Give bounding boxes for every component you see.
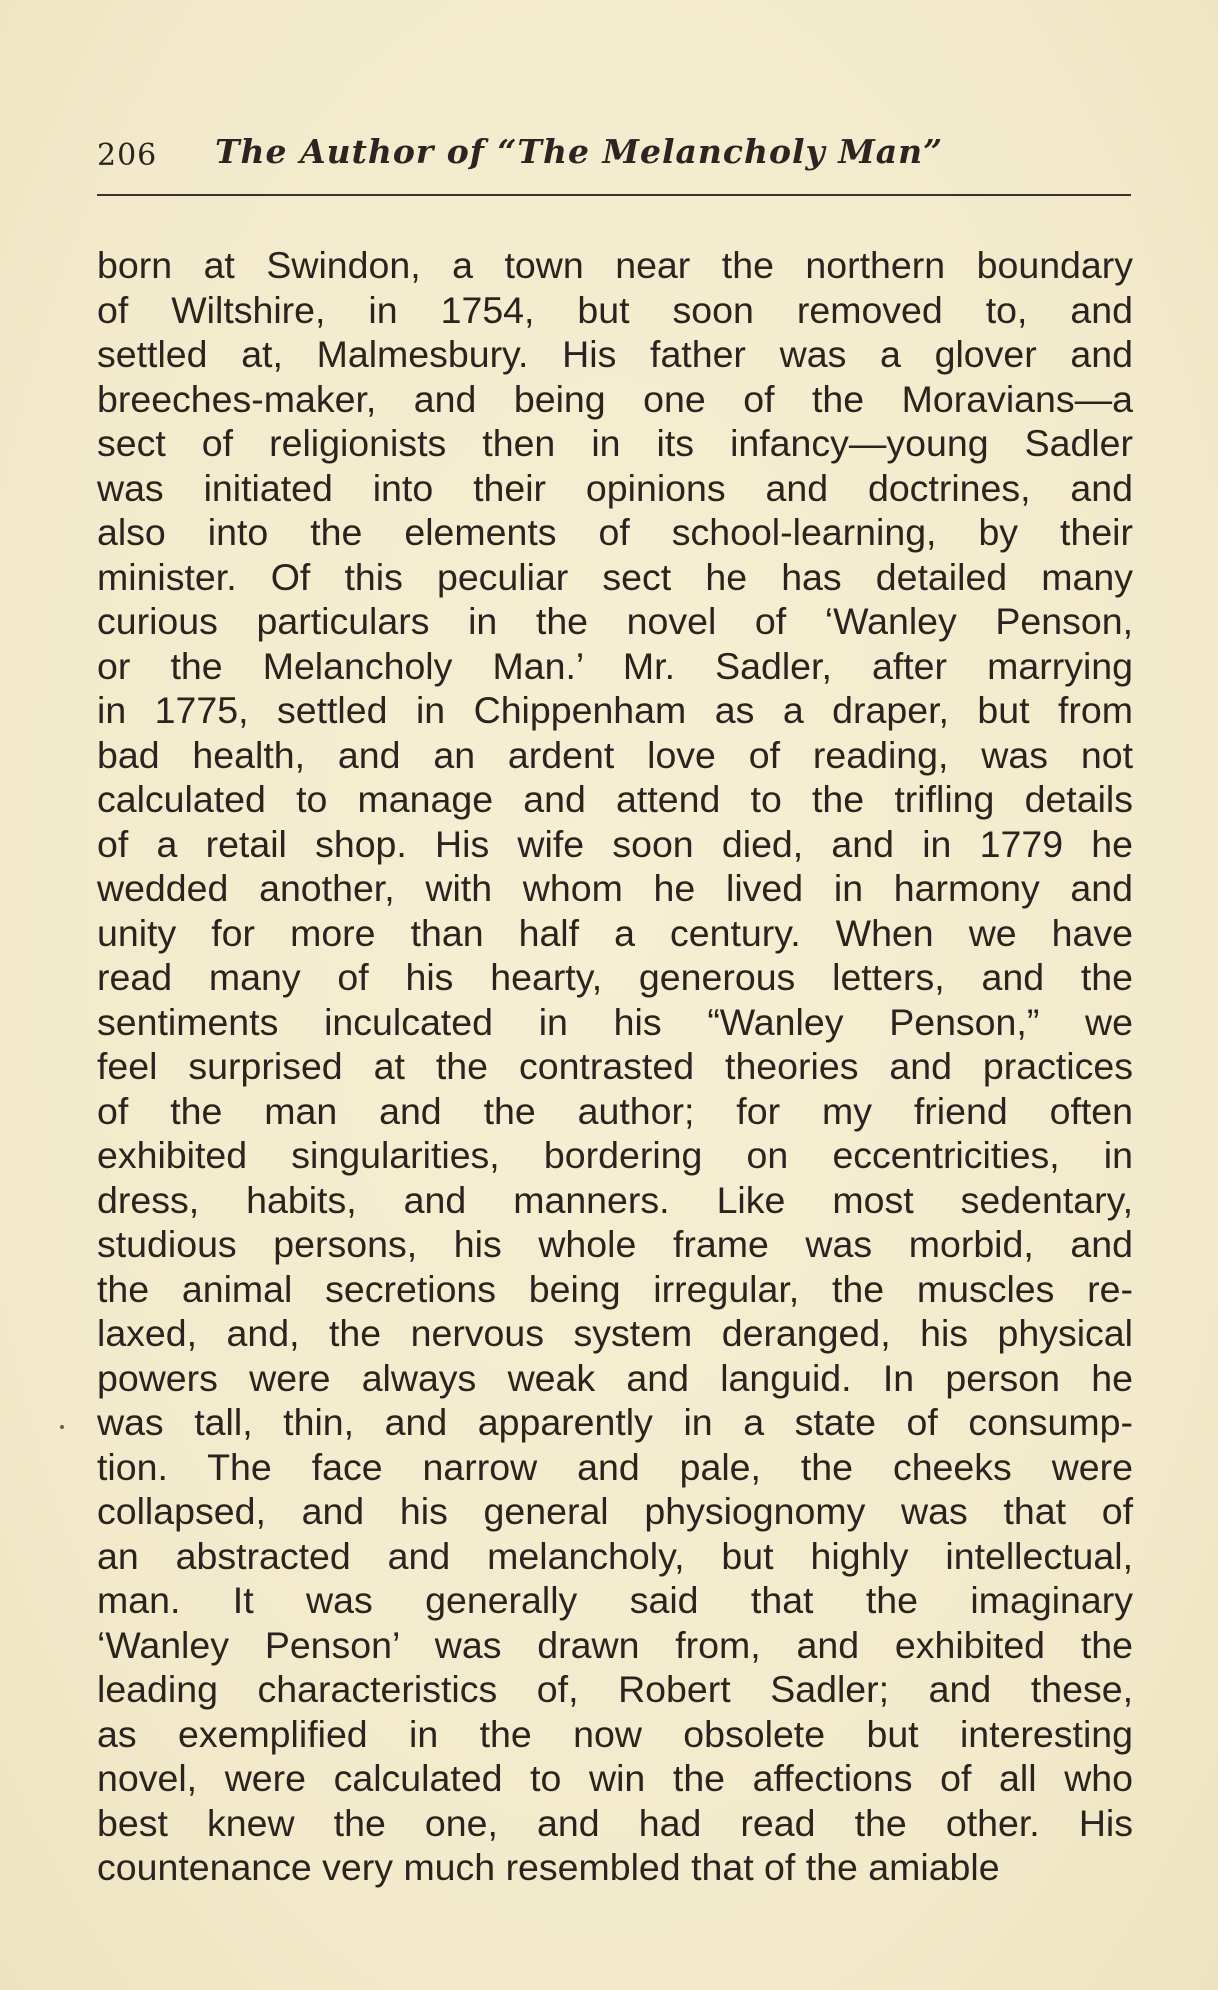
text-line: unity for more than half a century. When we have (97, 911, 1133, 954)
text-line: an abstracted and melancholy, but highly intellectual, (97, 1534, 1133, 1577)
running-head (97, 128, 1137, 178)
text-line: novel, were calculated to win the affections of all who (97, 1757, 1133, 1799)
text-line: settled at, Malmesbury. His father was a glover and (97, 333, 1133, 375)
text-line: countenance very much resembled that of the amiable (97, 1846, 1000, 1888)
text-line: or the Melancholy Man.’ Mr. Sadler, after marrying (97, 644, 1133, 687)
text-line: minister. Of this peculiar sect he has detailed many (97, 555, 1133, 598)
text-line: man. It was generally said that the imaginary (97, 1579, 1133, 1621)
text-line: calculated to manage and attend to the trifling details (97, 778, 1133, 820)
text-line: tion. The face narrow and pale, the cheeks were (97, 1445, 1133, 1488)
text-line: of the man and the author; for my friend often (97, 1089, 1133, 1132)
text-line: was tall, thin, and apparently in a state of consump- (97, 1401, 1133, 1443)
text-line: sect of religionists then in its infancy—young Sadler (97, 422, 1133, 464)
text-line: dress, habits, and manners. Like most sedentary, (97, 1178, 1133, 1221)
text-line: was initiated into their opinions and doctrines, and (97, 466, 1133, 509)
text-line: read many of his hearty, generous letters, and the (97, 956, 1133, 998)
text-line: ‘Wanley Penson’ was drawn from, and exhibited the (97, 1623, 1133, 1666)
text-line: best knew the one, and had read the other. His (97, 1801, 1133, 1844)
text-line: sentiments inculcated in his “Wanley Penson,” we (97, 1000, 1133, 1043)
page-number: 206 (97, 138, 158, 173)
text-line: bad health, and an ardent love of reading, was not (97, 733, 1133, 776)
text-line: laxed, and, the nervous system deranged, his physical (97, 1312, 1133, 1354)
body-text (97, 243, 1133, 1890)
margin-speck (60, 1425, 64, 1429)
running-title: The Author of “The Melancholy Man” (215, 132, 944, 171)
text-line: in 1775, settled in Chippenham as a draper, but from (97, 689, 1133, 731)
text-line: as exemplified in the now obsolete but interesting (97, 1712, 1133, 1755)
text-line: powers were always weak and languid. In person he (97, 1356, 1133, 1399)
text-line: of Wiltshire, in 1754, but soon removed to, and (97, 288, 1133, 331)
text-line: feel surprised at the contrasted theories and practices (97, 1045, 1133, 1087)
text-line: also into the elements of school-learning, by their (97, 511, 1133, 553)
text-line: leading characteristics of, Robert Sadler; and these, (97, 1668, 1133, 1710)
text-line: breeches-maker, and being one of the Moravians—a (97, 377, 1133, 420)
text-line: curious particulars in the novel of ‘Wanley Penson, (97, 600, 1133, 642)
text-line: the animal secretions being irregular, the muscles re- (97, 1267, 1133, 1310)
text-line: of a retail shop. His wife soon died, and in 1779 he (97, 822, 1133, 865)
text-line: studious persons, his whole frame was morbid, and (97, 1223, 1133, 1265)
text-line: exhibited singularities, bordering on eccentricities, in (97, 1134, 1133, 1176)
header-rule (97, 194, 1131, 196)
text-line: wedded another, with whom he lived in harmony and (97, 867, 1133, 909)
text-line: born at Swindon, a town near the northern boundary (97, 244, 1133, 286)
text-line: collapsed, and his general physiognomy was that of (97, 1490, 1133, 1532)
